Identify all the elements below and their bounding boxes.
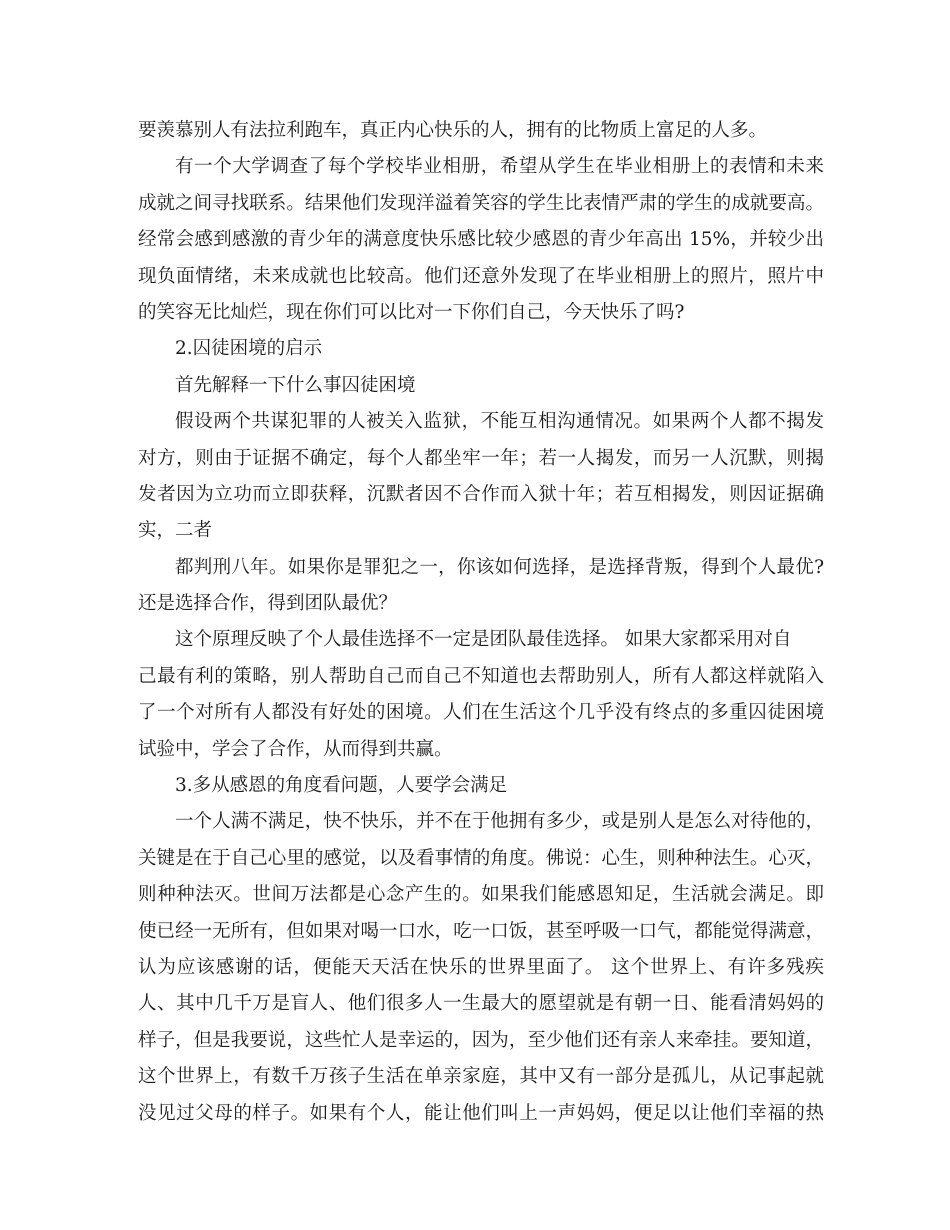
text-line: 的笑容无比灿烂，现在你们可以比对一下你们自己，今天快乐了吗? bbox=[138, 301, 685, 323]
text-line: 试验中，学会了合作，从而得到共赢。 bbox=[138, 738, 453, 760]
text-line: 关键是在于自己心里的感觉，以及看事情的角度。佛说：心生，则种种法生。心灭， bbox=[138, 847, 824, 869]
text-line: 还是选择合作，得到团队最优？ bbox=[138, 593, 398, 615]
text-line: 经常会感到感激的青少年的满意度快乐感比较少感恩的青少年高出 15%，并较少出 bbox=[138, 229, 824, 251]
paragraph-start-line: 首先解释一下什么事囚徒困境 bbox=[175, 374, 416, 396]
text-line: 这个世界上，有数千万孩子生活在单亲家庭，其中又有一部分是孤儿，从记事起就 bbox=[138, 1066, 824, 1088]
text-line: 样子，但是我要说，这些忙人是幸运的，因为，至少他们还有亲人来牵挂。要知道， bbox=[138, 1029, 824, 1051]
section-heading: 3.多从感恩的角度看问题，人要学会满足 bbox=[175, 775, 508, 797]
text-line: 则种种法灭。世间万法都是心念产生的。如果我们能感恩知足，生活就会满足。即 bbox=[138, 884, 824, 906]
text-line: 现负面情绪，未来成就也比较高。他们还意外发现了在毕业相册上的照片，照片中 bbox=[138, 265, 824, 287]
paragraph-start-line: 这个原理反映了个人最佳选择不一定是团队最佳选择。 如果大家都采用对自 bbox=[175, 629, 792, 651]
paragraph-start-line: 假设两个共谋犯罪的人被关入监狱，不能互相沟通情况。如果两个人都不揭发 bbox=[175, 411, 824, 433]
paragraph-start-line: 一个人满不满足，快不快乐，并不在于他拥有多少，或是别人是怎么对待他的， bbox=[175, 811, 824, 833]
text-line: 己最有利的策略，别人帮助自己而自己不知道也去帮助别人，所有人都这样就陷入 bbox=[138, 665, 824, 687]
paragraph-start-line: 都判刑八年。如果你是罪犯之一，你该如何选择，是选择背叛，得到个人最优? bbox=[175, 556, 824, 578]
text-line: 了一个对所有人都没有好处的困境。人们在生活这个几乎没有终点的多重囚徒困境 bbox=[138, 702, 824, 724]
text-line: 成就之间寻找联系。结果他们发现洋溢着笑容的学生比表情严肃的学生的成就要高。 bbox=[138, 192, 824, 214]
text-line: 发者因为立功而立即获释，沉默者因不合作而入狱十年；若互相揭发，则因证据确 bbox=[138, 483, 824, 505]
document-body bbox=[138, 113, 824, 1132]
text-line: 使已经一无所有，但如果对喝一口水，吃一口饭，甚至呼吸一口气，都能觉得满意， bbox=[138, 920, 824, 942]
text-line: 要羡慕别人有法拉利跑车，真正内心快乐的人，拥有的比物质上富足的人多。 bbox=[138, 120, 768, 141]
section-heading: 2.囚徒困境的启示 bbox=[175, 338, 323, 360]
paragraph-start-line: 有一个大学调查了每个学校毕业相册，希望从学生在毕业相册上的表情和未来 bbox=[175, 156, 824, 178]
text-line: 认为应该感谢的话，便能天天活在快乐的世界里面了。 这个世界上、有许多残疾 bbox=[138, 956, 824, 978]
text-line: 没见过父母的样子。如果有个人，能让他们叫上一声妈妈，便足以让他们幸福的热 bbox=[138, 1102, 824, 1124]
text-line: 实，二者 bbox=[138, 520, 213, 542]
text-line: 人、其中几千万是盲人、他们很多人一生最大的愿望就是有朝一日、能看清妈妈的 bbox=[138, 993, 824, 1015]
text-line: 对方，则由于证据不确定，每个人都坐牢一年；若一人揭发，而另一人沉默，则揭 bbox=[138, 447, 824, 469]
